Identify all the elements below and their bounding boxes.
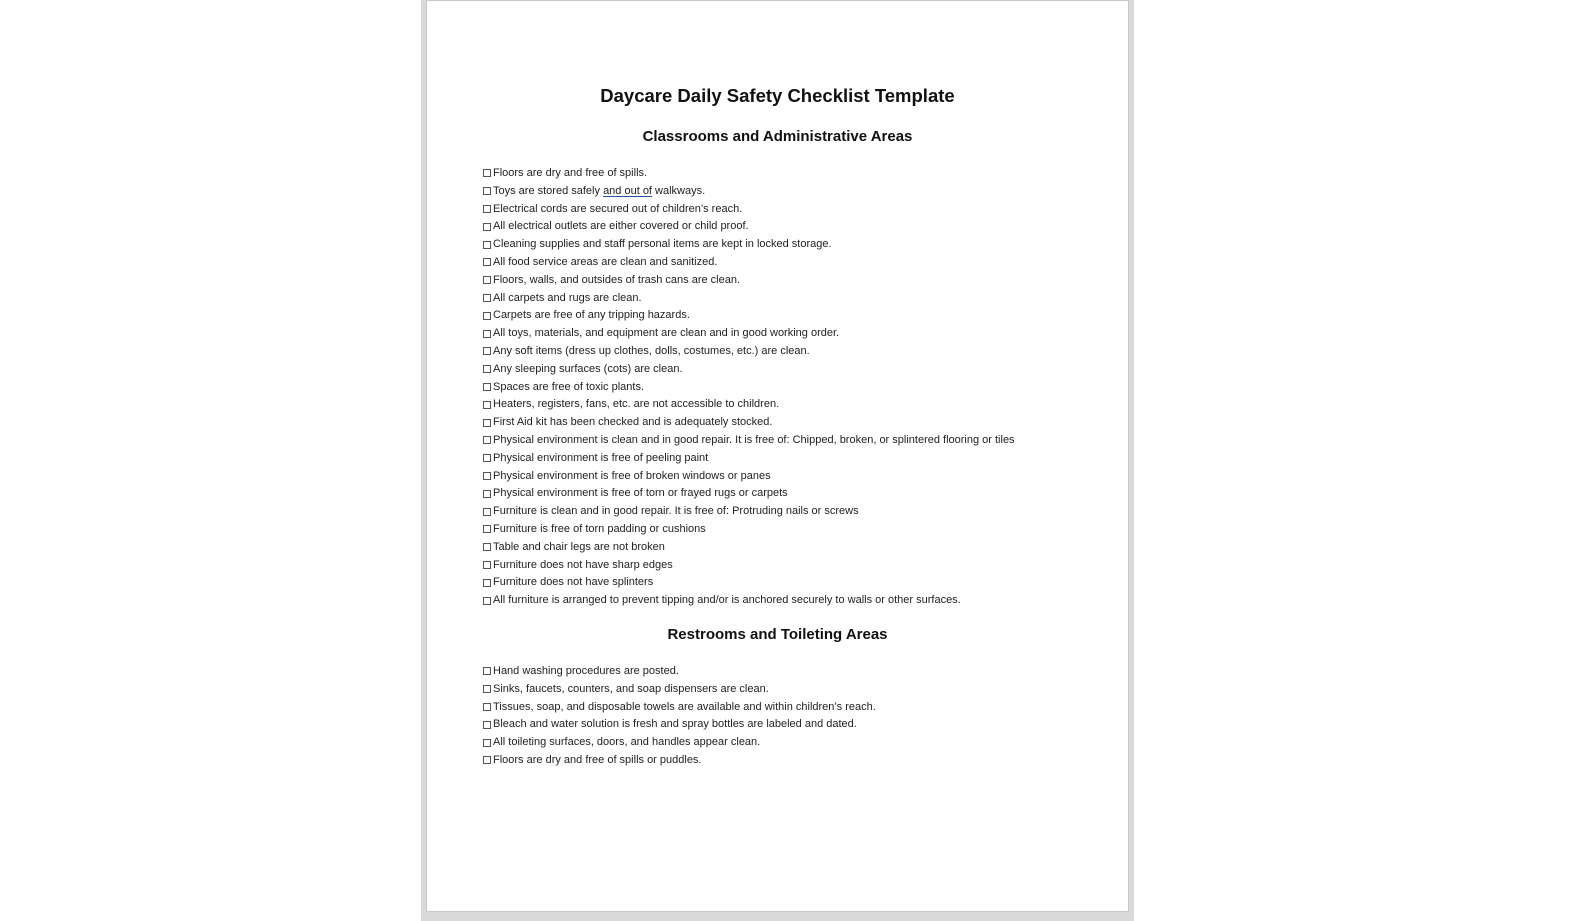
checkbox-icon[interactable] [483, 205, 491, 213]
checkbox-icon[interactable] [483, 543, 491, 551]
checklist-item[interactable] [483, 557, 1015, 575]
checklist-item-text: Toys are stored safely and out of walkways. [493, 184, 706, 197]
checkbox-icon[interactable] [483, 667, 491, 675]
checklist-item[interactable] [483, 716, 876, 734]
checkbox-icon[interactable] [483, 472, 491, 480]
checklist-item[interactable] [483, 681, 876, 699]
checklist-item[interactable] [483, 574, 1015, 592]
checklist-item-text: Furniture is free of torn padding or cushions [493, 522, 706, 535]
checkbox-icon[interactable] [483, 454, 491, 462]
checklist-item-text: Physical environment is free of peeling paint [493, 451, 709, 464]
checkbox-icon[interactable] [483, 436, 491, 444]
checklist-item[interactable] [483, 396, 1015, 414]
checklist-item-text: Carpets are free of any tripping hazards. [493, 309, 690, 322]
checkbox-icon[interactable] [483, 490, 491, 498]
checklist-item-text: All food service areas are clean and sanitized. [493, 255, 718, 268]
checkbox-icon[interactable] [483, 294, 491, 302]
checkbox-icon[interactable] [483, 703, 491, 711]
checklist-item-text: All toys, materials, and equipment are clean and in good working order. [493, 327, 840, 340]
section-heading-restrooms: Restrooms and Toileting Areas [667, 626, 888, 643]
checkbox-icon[interactable] [483, 365, 491, 373]
checklist-item-text: Furniture is clean and in good repair. It is free of: Protruding nails or screws [493, 505, 859, 518]
checkbox-icon[interactable] [483, 685, 491, 693]
checklist-item[interactable] [483, 663, 876, 681]
checkbox-icon[interactable] [483, 347, 491, 355]
checklist-item-text: Tissues, soap, and disposable towels are available and within children’s reach. [493, 700, 876, 713]
checklist-item[interactable] [483, 361, 1015, 379]
checkbox-icon[interactable] [483, 508, 491, 516]
checklist-item[interactable] [483, 183, 1015, 201]
checklist-item-text: All furniture is arranged to prevent tipping and/or is anchored securely to walls or other surfaces. [493, 594, 961, 607]
checkbox-icon[interactable] [483, 383, 491, 391]
checkbox-icon[interactable] [483, 756, 491, 764]
checklist-item[interactable] [483, 290, 1015, 308]
checklist-restrooms [483, 663, 876, 770]
checkbox-icon[interactable] [483, 561, 491, 569]
checklist-item-text: Floors are dry and free of spills. [493, 167, 648, 179]
checkbox-icon[interactable] [483, 223, 491, 231]
checklist-item[interactable] [483, 307, 1015, 325]
document-page[interactable] [426, 0, 1129, 912]
checklist-item[interactable] [483, 236, 1015, 254]
checklist-item-text: Floors, walls, and outsides of trash cans are clean. [493, 273, 741, 286]
checklist-item-text: Table and chair legs are not broken [493, 540, 665, 553]
checklist-item-text: First Aid kit has been checked and is adequately stocked. [493, 416, 773, 429]
checklist-item-text: All toileting surfaces, doors, and handles appear clean. [493, 736, 761, 749]
checkbox-icon[interactable] [483, 579, 491, 587]
checklist-item-text: Heaters, registers, fans, etc. are not accessible to children. [493, 398, 780, 411]
checkbox-icon[interactable] [483, 241, 491, 249]
checklist-item-text: Hand washing procedures are posted. [493, 665, 679, 677]
checklist-item-text: Physical environment is free of broken windows or panes [493, 469, 771, 482]
section-heading-classrooms: Classrooms and Administrative Areas [642, 128, 913, 145]
checklist-item[interactable] [483, 218, 1015, 236]
checklist-item[interactable] [483, 734, 876, 752]
checkbox-icon[interactable] [483, 597, 491, 605]
checkbox-icon[interactable] [483, 401, 491, 409]
checkbox-icon[interactable] [483, 258, 491, 266]
checklist-item-text: Physical environment is clean and in good repair. It is free of: Chipped, broken, or splintered flooring or tiles [493, 433, 1015, 446]
checkbox-icon[interactable] [483, 169, 491, 177]
checklist-item-text: Furniture does not have splinters [493, 576, 654, 589]
checklist-item-text: Sinks, faucets, counters, and soap dispensers are clean. [493, 682, 769, 695]
checklist-item[interactable] [483, 485, 1015, 503]
checklist-item[interactable] [483, 752, 876, 770]
checklist-item-text: Any sleeping surfaces (cots) are clean. [493, 362, 683, 375]
checklist-item-text: Any soft items (dress up clothes, dolls, costumes, etc.) are clean. [493, 344, 810, 357]
checklist-item[interactable] [483, 432, 1015, 450]
checkbox-icon[interactable] [483, 739, 491, 747]
checklist-item-text: Floors are dry and free of spills or puddles. [493, 753, 702, 766]
document-title: Daycare Daily Safety Checklist Template [600, 85, 955, 106]
checklist-item-text: Cleaning supplies and staff personal items are kept in locked storage. [493, 238, 832, 251]
checkbox-icon[interactable] [483, 419, 491, 427]
checklist-item[interactable] [483, 165, 1015, 183]
checklist-item[interactable] [483, 503, 1015, 521]
checklist-item[interactable] [483, 592, 1015, 610]
checkbox-icon[interactable] [483, 312, 491, 320]
checklist-item[interactable] [483, 450, 1015, 468]
checklist-item[interactable] [483, 699, 876, 717]
checklist-item-text: All carpets and rugs are clean. [493, 291, 642, 304]
checkbox-icon[interactable] [483, 276, 491, 284]
checklist-item-text: Physical environment is free of torn or frayed rugs or carpets [493, 487, 788, 500]
checklist-item-text: All electrical outlets are either covered or child proof. [493, 220, 749, 233]
checkbox-icon[interactable] [483, 525, 491, 533]
checklist-item[interactable] [483, 343, 1015, 361]
checklist-item[interactable] [483, 414, 1015, 432]
checkbox-icon[interactable] [483, 330, 491, 338]
checkbox-icon[interactable] [483, 721, 491, 729]
checklist-item[interactable] [483, 272, 1015, 290]
checklist-item[interactable] [483, 468, 1015, 486]
checklist-item[interactable] [483, 539, 1015, 557]
checklist-item[interactable] [483, 325, 1015, 343]
checklist-item[interactable] [483, 254, 1015, 272]
checklist-item-text: Furniture does not have sharp edges [493, 558, 673, 571]
grammar-underline: and out of [603, 184, 652, 197]
checklist-item[interactable] [483, 201, 1015, 219]
checklist-item-text: Spaces are free of toxic plants. [493, 380, 645, 393]
checklist-item-text: Bleach and water solution is fresh and spray bottles are labeled and dated. [493, 718, 857, 731]
checklist-item[interactable] [483, 521, 1015, 539]
checklist-classrooms [483, 165, 1015, 610]
checklist-item[interactable] [483, 379, 1015, 397]
checklist-item-text: Electrical cords are secured out of children’s reach. [493, 202, 743, 215]
checkbox-icon[interactable] [483, 187, 491, 195]
